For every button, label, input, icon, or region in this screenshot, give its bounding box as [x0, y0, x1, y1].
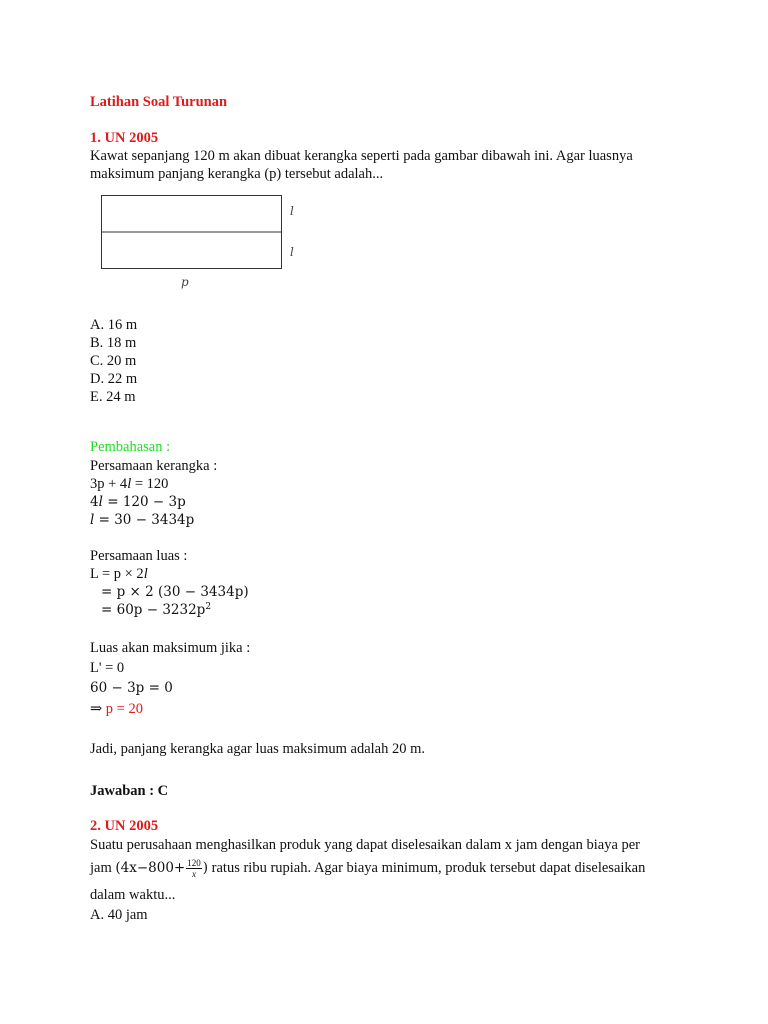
- frame-diagram: [101, 195, 311, 293]
- max-equation-2: 60 − 3p = 0: [90, 680, 173, 696]
- max-result: ⇒ p = 20: [90, 701, 143, 717]
- option-a: A. 16 m: [90, 317, 138, 333]
- question-2-text-line-3: dalam waktu...: [90, 887, 176, 903]
- frame-equation-2: 4l = 120 − 3p: [90, 494, 186, 510]
- question-2-option-a: A. 40 jam: [90, 907, 148, 923]
- label-l-bottom: l: [290, 245, 294, 259]
- label-p: p: [181, 275, 189, 289]
- area-equation-3: = $60p - 3232p^2$: [101, 602, 212, 618]
- label-l-top: l: [290, 204, 294, 218]
- area-equation-1: L = p × 2l: [90, 566, 148, 582]
- option-c: C. 20 m: [90, 353, 137, 369]
- frame-equation-heading: Persamaan kerangka :: [90, 458, 218, 474]
- max-equation-1: L' = 0: [90, 660, 125, 676]
- question-2-text-line-1: Suatu perusahaan menghasilkan produk yang dapat diselesaikan dalam x jam dengan biaya per: [90, 837, 641, 853]
- question-2-heading: 2. UN 2005: [90, 818, 159, 834]
- frame-equation-1: 3p + 4l = 120: [90, 476, 169, 492]
- frame-equation-3: l = 30 − 3434p: [90, 512, 195, 528]
- question-2-text-line-2: jam (4x−800+ $\frac{120}{x}$ ) ratus ribu rupiah. Agar biaya minimum, produk tersebut dapat diselesaikan: [90, 858, 646, 880]
- question-1-heading: 1. UN 2005: [90, 130, 159, 146]
- page-title: Latihan Soal Turunan: [90, 94, 228, 110]
- pembahasan-heading: Pembahasan :: [90, 439, 171, 455]
- option-b: B. 18 m: [90, 335, 137, 351]
- question-1-text-line-2: maksimum panjang kerangka (p) tersebut adalah...: [90, 166, 384, 182]
- conclusion: Jadi, panjang kerangka agar luas maksimum adalah 20 m.: [90, 741, 426, 757]
- option-e: E. 24 m: [90, 389, 136, 405]
- answer: Jawaban : C: [90, 783, 169, 799]
- fraction: $\frac{120}{x}$: [187, 858, 201, 880]
- option-d: D. 22 m: [90, 371, 138, 387]
- area-equation-2: = p × 2 (30 − 3434p): [101, 584, 249, 600]
- max-condition-heading: Luas akan maksimum jika :: [90, 640, 251, 656]
- area-equation-heading: Persamaan luas :: [90, 548, 188, 564]
- question-1-text-line-1: Kawat sepanjang 120 m akan dibuat kerangka seperti pada gambar dibawah ini. Agar luasnya: [90, 148, 633, 164]
